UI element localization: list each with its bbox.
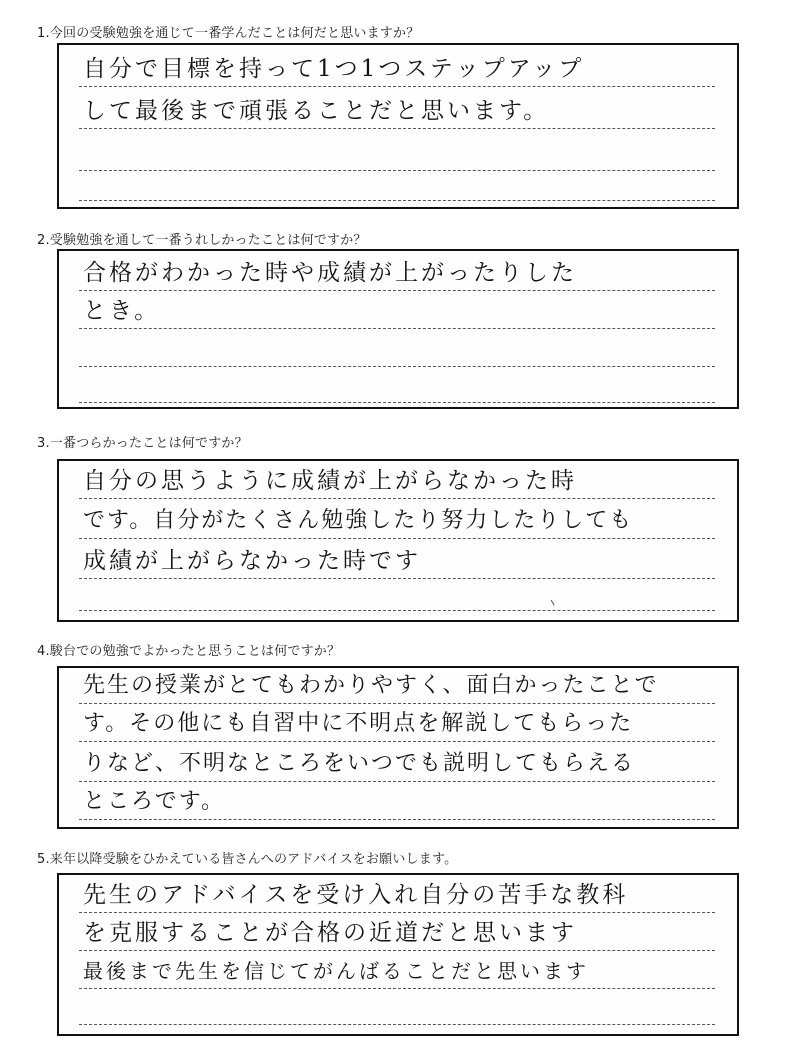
answer-line bbox=[79, 710, 715, 742]
answer-line bbox=[79, 919, 715, 951]
answer-line bbox=[79, 993, 715, 1025]
answer-line bbox=[79, 507, 715, 539]
answer-text: ところです。 bbox=[83, 789, 226, 814]
answer-box-1 bbox=[57, 43, 739, 209]
answer-line bbox=[79, 97, 715, 129]
answer-line bbox=[79, 672, 715, 704]
answer-text: す。その他にも自習中に不明点を解説してもらった bbox=[83, 711, 634, 736]
answer-text: りなど、不明なところをいつでも説明してもらえる bbox=[83, 751, 636, 776]
answer-line bbox=[79, 547, 715, 579]
answer-box-5 bbox=[57, 873, 739, 1036]
answer-text: 先生のアドバイスを受け入れ自分の苦手な教科 bbox=[83, 882, 629, 908]
answer-text: して最後まで頑張ることだと思います。 bbox=[83, 98, 550, 124]
question-2: 2.受験勉強を通して一番うれしかったことは何ですか？ bbox=[37, 233, 367, 248]
answer-text: 自分の思うように成績が上がらなかった時 bbox=[83, 468, 577, 494]
answer-text: 最後まで先生を信じてがんばることだと思います bbox=[83, 959, 589, 983]
answer-line bbox=[79, 169, 715, 201]
answer-box-4 bbox=[57, 666, 739, 829]
answer-text: 成績が上がらなかった時です bbox=[83, 548, 421, 574]
answer-line bbox=[79, 335, 715, 367]
answer-text: とき。 bbox=[83, 298, 161, 324]
answer-line bbox=[79, 139, 715, 171]
question-1: 1.今回の受験勉強を通じて一番学んだことは何だと思いますか？ bbox=[37, 26, 420, 41]
answer-line bbox=[79, 467, 715, 499]
answer-line bbox=[79, 957, 715, 989]
answer-line bbox=[79, 259, 715, 291]
answer-text: です。自分がたくさん勉強したり努力したりしても bbox=[83, 508, 634, 533]
answer-text: を克服することが合格の近道だと思います bbox=[83, 920, 577, 946]
answer-line bbox=[79, 371, 715, 403]
answer-text: 合格がわかった時や成績が上がったりした bbox=[83, 260, 577, 286]
answer-line bbox=[79, 881, 715, 913]
answer-text: 自分で目標を持って1つ1つステップアップ bbox=[83, 56, 585, 82]
question-4: 4.駿台での勉強でよかったと思うことは何ですか？ bbox=[37, 644, 341, 659]
answer-text: 先生の授業がとてもわかりやすく、面白かったことで bbox=[83, 673, 659, 698]
answer-line bbox=[79, 788, 715, 820]
answer-box-3 bbox=[57, 459, 739, 622]
question-5: 5.来年以降受験をひかえている皆さんへのアドバイスをお願いします。 bbox=[37, 852, 458, 867]
question-3: 3.一番つらかったことは何ですか？ bbox=[37, 436, 248, 451]
answer-box-2 bbox=[57, 249, 739, 409]
answer-line bbox=[79, 750, 715, 782]
answer-line bbox=[79, 297, 715, 329]
answer-line bbox=[79, 579, 715, 611]
answer-line bbox=[79, 55, 715, 87]
